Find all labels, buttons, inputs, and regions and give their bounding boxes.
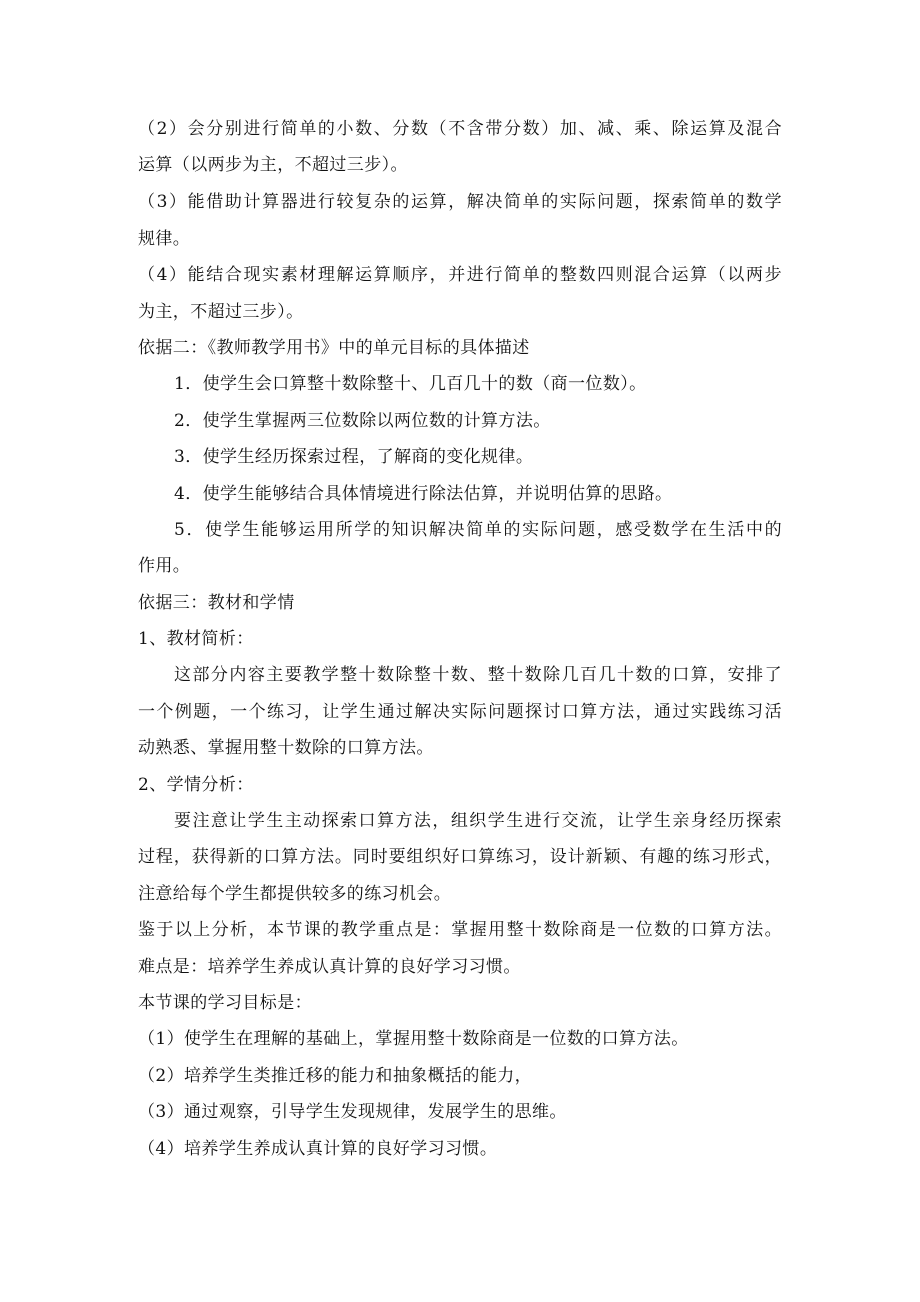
text-line: 作用。 [138, 556, 191, 576]
list-item: 5．使学生能够运用所学的知识解决简单的实际问题，感受数学在生活中的 [174, 520, 782, 540]
subsection-heading: 1、教材简析： [138, 629, 254, 649]
list-item: （2）培养学生类推迁移的能力和抽象概括的能力， [138, 1066, 533, 1086]
list-item: 2．使学生掌握两三位数除以两位数的计算方法。 [174, 411, 551, 431]
text-line: （3）能借助计算器进行较复杂的运算，解决简单的实际问题，探索简单的数学 [138, 192, 782, 212]
list-item: 3．使学生经历探索过程，了解商的变化规律。 [174, 447, 534, 467]
text-line: （2）会分别进行简单的小数、分数（不含带分数）加、减、乘、除运算及混合 [138, 119, 782, 139]
list-item: （1）使学生在理解的基础上，掌握用整十数除商是一位数的口算方法。 [138, 1029, 689, 1049]
paragraph-line: 一个例题，一个练习，让学生通过解决实际问题探讨口算方法，通过实践练习活 [138, 702, 782, 722]
list-item: （4）培养学生养成认真计算的良好学习习惯。 [138, 1139, 498, 1159]
paragraph-line: 注意给每个学生都提供较多的练习机会。 [138, 884, 452, 904]
paragraph-line: 动熟悉、掌握用整十数除的口算方法。 [138, 738, 434, 758]
section-heading: 依据三：教材和学情 [138, 593, 295, 613]
paragraph-line: 难点是：培养学生养成认真计算的良好学习习惯。 [138, 957, 521, 977]
text-line: 运算（以两步为主，不超过三步）。 [138, 155, 408, 175]
list-item: 4．使学生能够结合具体情境进行除法估算，并说明估算的思路。 [174, 484, 673, 504]
list-item: （3）通过观察，引导学生发现规律，发展学生的思维。 [138, 1102, 567, 1122]
list-item: 1．使学生会口算整十数除整十、几百几十的数（商一位数）。 [174, 374, 647, 394]
text-line: 规律。 [138, 229, 191, 249]
paragraph-line: 要注意让学生主动探索口算方法，组织学生进行交流，让学生亲身经历探索 [174, 811, 782, 831]
paragraph-line: 这部分内容主要教学整十数除整十数、整十数除几百几十数的口算，安排了 [174, 665, 782, 685]
text-line: 为主，不超过三步）。 [138, 302, 304, 322]
text-line: （4）能结合现实素材理解运算顺序，并进行简单的整数四则混合运算（以两步 [138, 265, 782, 285]
section-heading: 本节课的学习目标是： [138, 993, 312, 1013]
paragraph-line: 鉴于以上分析，本节课的教学重点是：掌握用整十数除商是一位数的口算方法。 [138, 920, 782, 940]
paragraph-line: 过程，获得新的口算方法。同时要组织好口算练习，设计新颖、有趣的练习形式， [138, 847, 782, 867]
section-heading: 依据二：《教师教学用书》中的单元目标的具体描述 [138, 338, 530, 358]
subsection-heading: 2、学情分析： [138, 775, 254, 795]
